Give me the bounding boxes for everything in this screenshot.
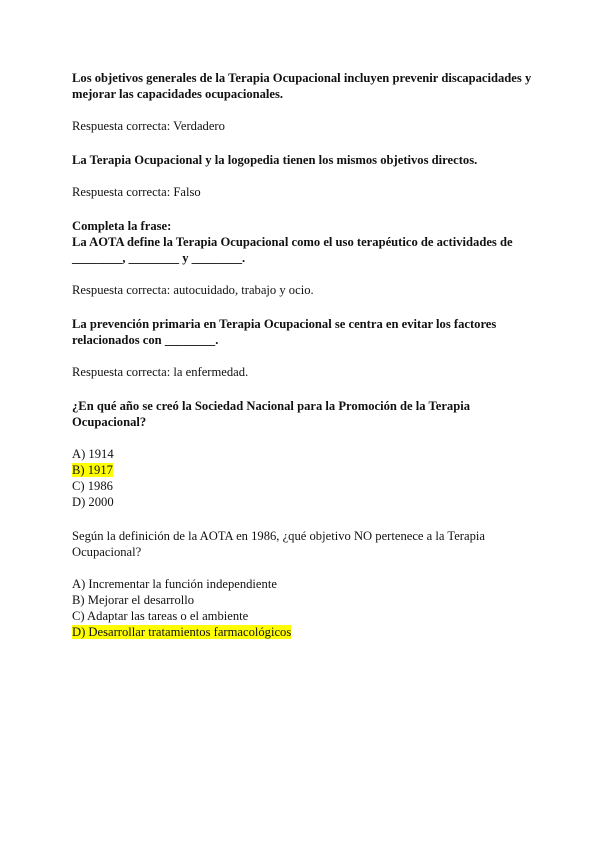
option-item [72, 592, 532, 608]
option-item [72, 446, 532, 462]
mcq-question: ¿En qué año se creó la Sociedad Nacional para la Promoción de la Terapia Ocupacional? [72, 399, 471, 429]
option-item [72, 494, 532, 510]
option-item [72, 608, 532, 624]
highlighted-option-text: D) Desarrollar tratamientos farmacológicos [72, 625, 292, 639]
options-list [72, 446, 532, 510]
answer-text: Respuesta correcta: Falso [72, 185, 201, 199]
mcq-question: Según la definición de la AOTA en 1986, ¿qué objetivo NO pertenece a la Terapia Ocupacional? [72, 529, 485, 559]
option-item [72, 478, 532, 494]
option-text: B) Mejorar el desarrollo [72, 593, 195, 607]
question-text: La Terapia Ocupacional y la logopedia tienen los mismos objetivos directos. [72, 153, 478, 167]
options-list [72, 576, 532, 640]
answer-text: Respuesta correcta: Verdadero [72, 119, 225, 133]
highlighted-option-text: B) 1917 [72, 463, 113, 477]
question-text: La AOTA define la Terapia Ocupacional como el uso terapéutico de actividades de ________, ________ y ________. [72, 235, 513, 265]
option-text: A) 1914 [72, 447, 114, 461]
option-text: C) Adaptar las tareas o el ambiente [72, 609, 249, 623]
option-item [72, 576, 532, 592]
answer-text: Respuesta correcta: autocuidado, trabajo y ocio. [72, 283, 314, 297]
option-text: D) 2000 [72, 495, 114, 509]
question-text: La prevención primaria en Terapia Ocupacional se centra en evitar los factores relacionados con ________. [72, 317, 497, 347]
document-page [72, 70, 532, 640]
question-text: Los objetivos generales de la Terapia Ocupacional incluyen prevenir discapacidades y mejorar las capacidades ocupacionales. [72, 71, 532, 101]
option-text: A) Incrementar la función independiente [72, 577, 277, 591]
answer-text: Respuesta correcta: la enfermedad. [72, 365, 249, 379]
option-text: C) 1986 [72, 479, 113, 493]
option-item [72, 624, 532, 640]
option-item [72, 462, 532, 478]
question-prompt: Completa la frase: [72, 219, 172, 233]
